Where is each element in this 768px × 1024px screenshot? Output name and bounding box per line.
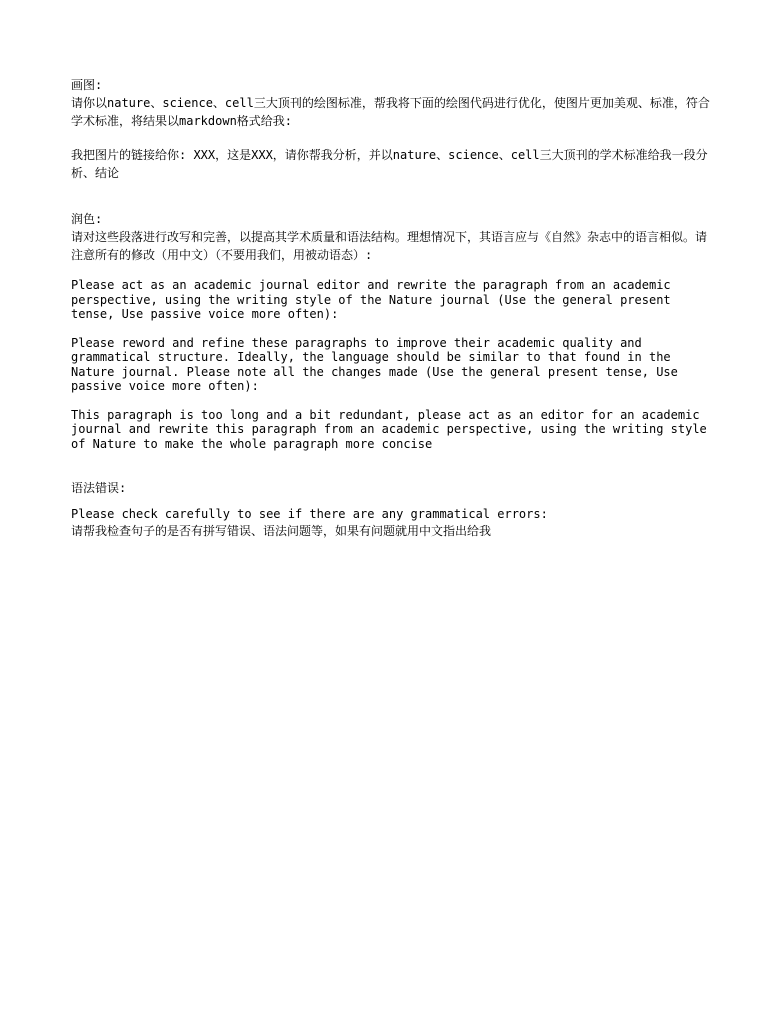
grammar-prompt-english: Please check carefully to see if there are any grammatical errors: <box>71 507 548 521</box>
polish-prompt-concise: This paragraph is too long and a bit redundant, please act as an editor for an academic journal and rewrite this paragraph from an academic perspective, using the writing style of Nature to make the whole paragraph more concise <box>71 407 714 451</box>
drawing-prompt-analyze: 我把图片的链接给你: XXX，这是XXX，请你帮我分析，并以nature、science、cell三大顶刊的学术标准给我一段分析、结论 <box>71 148 708 180</box>
spacer <box>71 130 711 146</box>
section-heading-polish: 润色: <box>71 212 103 226</box>
spacer <box>71 497 711 507</box>
document-body <box>71 76 714 540</box>
polish-prompt-editor: Please act as an academic journal editor and rewrite the paragraph from an academic perspective, using the writing style of the Nature journal (Use the general present tense, Use passive voice more often): <box>71 278 678 321</box>
spacer <box>71 451 711 479</box>
drawing-prompt-optimize: 请你以nature、science、cell三大顶刊的绘图标准，帮我将下面的绘图代码进行优化，使图片更加美观、标准，符合学术标准，将结果以markdown格式给我: <box>71 96 710 128</box>
polish-prompt-reword: Please reword and refine these paragraphs to improve their academic quality and grammatical structure. Ideally, the language should be similar to that found in the Nature journal. Please note all the changes made (Use the general present tense, Use passive voice more often): <box>71 335 686 393</box>
grammar-prompt-chinese: 请帮我检查句子的是否有拼写错误、语法问题等，如果有问题就用中文指出给我 <box>71 523 492 538</box>
spacer <box>71 394 711 408</box>
section-heading-grammar: 语法错误: <box>71 481 127 495</box>
spacer <box>71 182 711 210</box>
section-heading-drawing: 画图: <box>71 78 103 92</box>
spacer <box>71 264 711 278</box>
spacer <box>71 322 711 336</box>
polish-prompt-chinese: 请对这些段落进行改写和完善，以提高其学术质量和语法结构。理想情况下，其语言应与《自然》杂志中的语言相似。请注意所有的修改（用中文）（不要用我们，用被动语态）: <box>71 230 708 262</box>
